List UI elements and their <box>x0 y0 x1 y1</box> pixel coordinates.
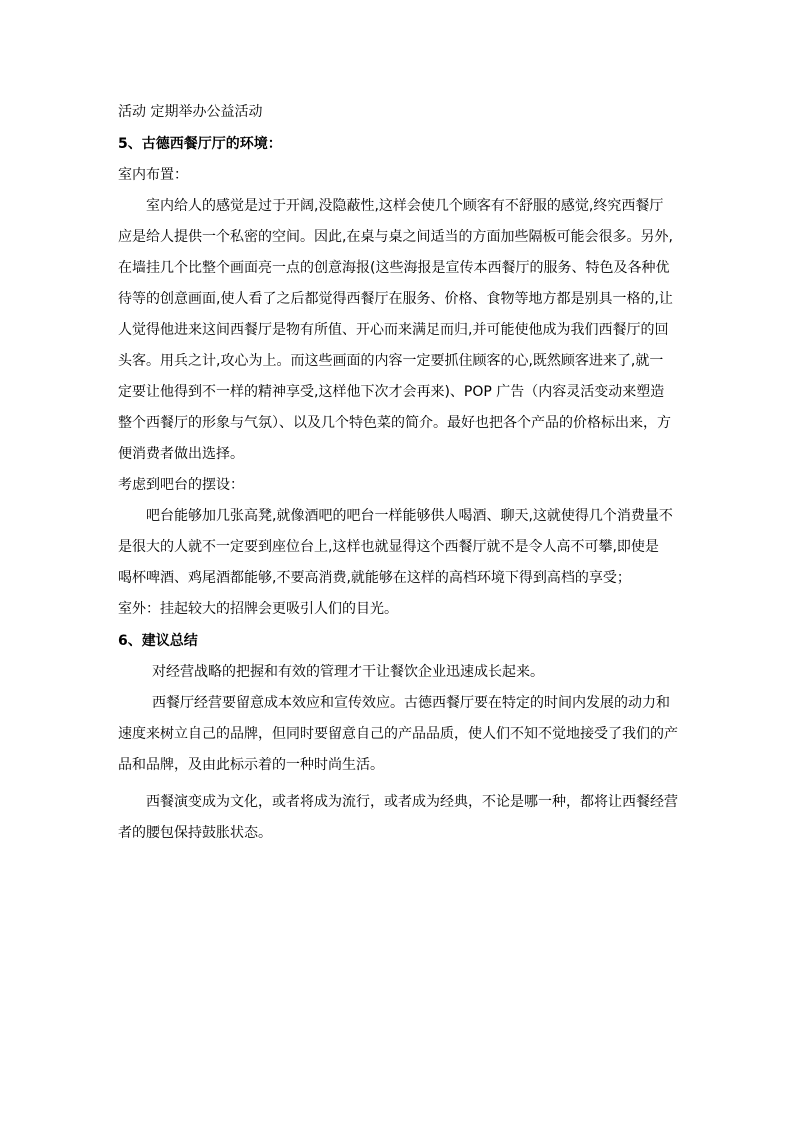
subheading-indoor-layout: 室内布置： <box>118 167 188 183</box>
paragraph-line: 人觉得他进来这间西餐厅是物有所值、开心而来满足而归,并可能使他成为我们西餐厅的回 <box>118 322 669 338</box>
paragraph-line: 在墙挂几个比整个画面亮一点的创意海报(这些海报是宣传本西餐厅的服务、特色及各种优 <box>118 260 670 276</box>
section-heading-summary: 6、建议总结 <box>118 633 198 649</box>
paragraph-line: 便消费者做出选择。 <box>118 446 244 462</box>
paragraph-line: 吧台能够加几张高凳,就像酒吧的吧台一样能够供人喝酒、聊天,这就使得几个消费量不 <box>146 508 673 524</box>
paragraph-line: 定要让他得到不一样的精神享受,这样他下次才会再来)、POP 广告（内容灵活变动来塑造 <box>118 384 665 400</box>
paragraph-line: 速度来树立自己的品牌，但同时要留意自己的产品品质，使人们不知不觉地接受了我们的产 <box>118 726 678 742</box>
paragraph-line: 待等的创意画面,使人看了之后都觉得西餐厅在服务、价格、食物等地方都是别具一格的,让 <box>118 291 673 307</box>
paragraph-line: 西餐演变成为文化，或者将成为流行，或者成为经典，不论是哪一种，都将让西餐经营 <box>146 794 678 810</box>
section-heading-environment: 5、古德西餐厅厅的环境： <box>118 136 282 152</box>
outdoor-line: 室外：挂起较大的招牌会更吸引人们的目光。 <box>118 601 398 617</box>
paragraph-line: 者的腰包保持鼓胀状态。 <box>118 825 272 841</box>
paragraph-line: 头客。用兵之计,攻心为上。而这些画面的内容一定要抓住顾客的心,既然顾客进来了,就一 <box>118 353 664 369</box>
paragraph-line: 是很大的人就不一定要到座位台上,这样也就显得这个西餐厅就不是令人高不可攀,即使是 <box>118 539 659 555</box>
paragraph-line: 对经营战略的把握和有效的管理才干让餐饮企业迅速成长起来。 <box>152 664 544 680</box>
paragraph-line: 整个西餐厅的形象与气氛）、以及几个特色菜的简介。最好也把各个产品的价格标出来，方 <box>118 415 671 431</box>
activity-line: 活动 定期举办公益活动 <box>118 104 263 120</box>
paragraph-line: 品和品牌，及由此标示着的一种时尚生活。 <box>118 757 384 773</box>
paragraph-line: 西餐厅经营要留意成本效应和宣传效应。古德西餐厅要在特定的时间内发展的动力和 <box>152 695 670 711</box>
subheading-bar-setup: 考虑到吧台的摆设： <box>118 477 244 493</box>
paragraph-line: 应是给人提供一个私密的空间。因此,在桌与桌之间适当的方面加些隔板可能会很多。另外, <box>118 229 673 245</box>
paragraph-line: 室内给人的感觉是过于开阔,没隐蔽性,这样会使几个顾客有不舒服的感觉,终究西餐厅 <box>146 198 664 214</box>
paragraph-line: 喝杯啤酒、鸡尾酒都能够,不要高消费,就能够在这样的高档环境下得到高档的享受； <box>118 570 631 586</box>
